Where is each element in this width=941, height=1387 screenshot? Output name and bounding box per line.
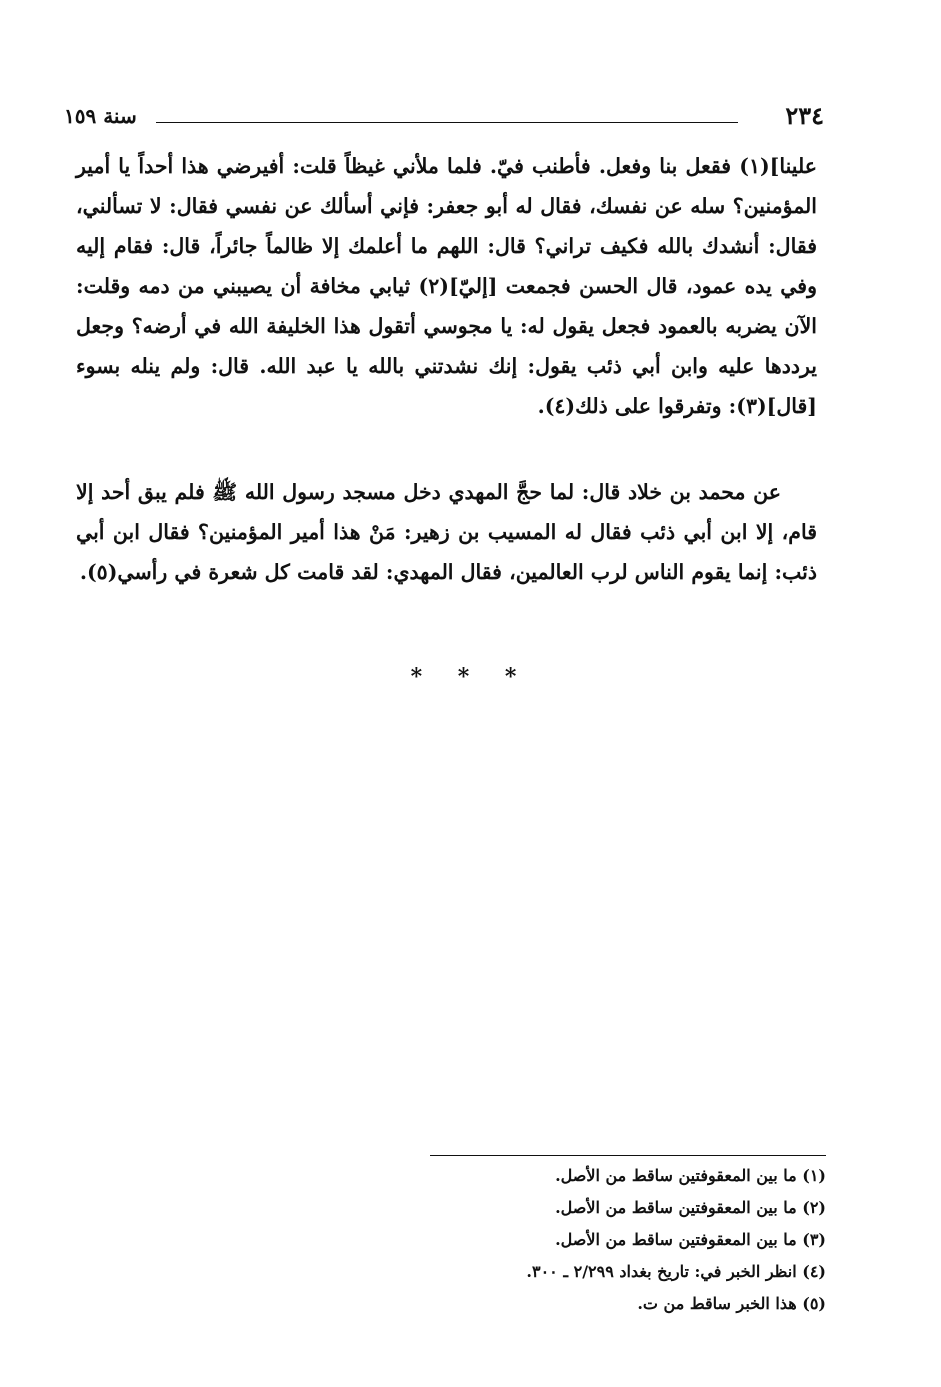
- footnote-1: (١) ما بين المعقوفتين ساقط من الأصل.: [555, 1166, 826, 1185]
- page-header: [64, 100, 824, 136]
- paragraph-2: عن محمد بن خلاد قال: لما حجَّ المهدي دخل مسجد رسول الله ﷺ فلم يبق أحد إلا قام، إلا ابن أبي ذئب فقال له المسيب بن زهير: مَنْ هذا أمير المؤمنين؟ فقال ابن أبي ذئب: إنما يقوم الناس لرب العالمين، فقال المهدي: لقد قامت كل شعرة في رأسي(٥).: [76, 480, 817, 584]
- footnotes-list: [300, 1160, 826, 1320]
- footnote-rule: [430, 1155, 826, 1156]
- header-rule: [156, 122, 738, 123]
- footnote-4: (٤) انظر الخبر في: تاريخ بغداد ٢/٢٩٩ ـ ٣٠٠.: [526, 1262, 826, 1281]
- footnote-3: (٣) ما بين المعقوفتين ساقط من الأصل.: [555, 1230, 826, 1249]
- paragraph-1: علينا](١) فقعل بنا وفعل. فأطنب فيّ. فلما ملأني غيظاً قلت: أفيرضي هذا أحداً يا أمير المؤمنين؟ سله عن نفسك، فقال له أبو جعفر: فإني أسألك عن نفسي فقال: لا تسألني، فقال: أنشدك بالله فكيف تراني؟ قال: اللهم ما أعلمك إلا ظالماً جائراً، قال: فقام إليه وفي يده عمود، قال الحسن فجمعت [إليّ](٢) ثيابي مخافة أن يصيبني من دمه وقلت: الآن يضربه بالعمود فجعل يقول له: يا مجوسي أتقول هذا الخليفة الله في أرضه؟ وجعل يرددها عليه وابن أبي ذئب يقول: إنك نشدتني بالله يا عبد الله. قال: ولم ينله بسوء [قال](٣): وتفرقوا على ذلك(٤).: [76, 154, 817, 418]
- footnote-5: (٥) هذا الخبر ساقط من ت.: [637, 1294, 826, 1313]
- running-title: سنة ١٥٩: [64, 104, 137, 128]
- page-number: ٢٣٤: [785, 101, 824, 130]
- footnote-2: (٢) ما بين المعقوفتين ساقط من الأصل.: [555, 1198, 826, 1217]
- section-separator: * * *: [410, 664, 531, 690]
